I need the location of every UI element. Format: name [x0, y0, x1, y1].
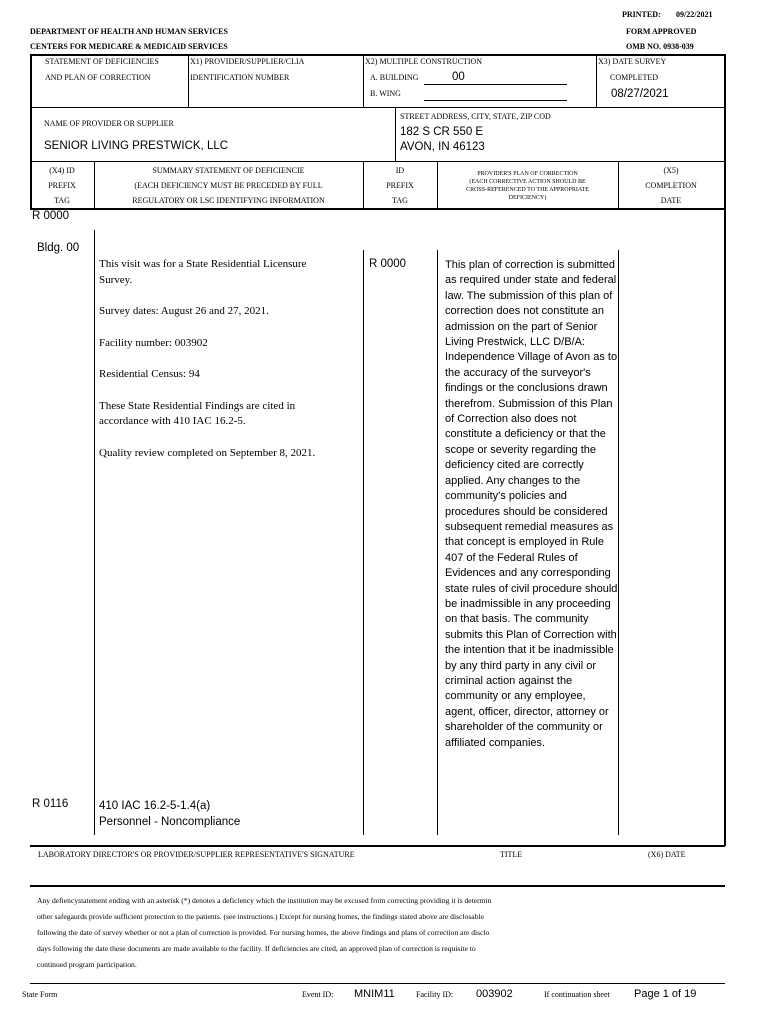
summary-paragraph: These State Residential Findings are cited in accordance with 410 IAC 16.2-5. — [99, 399, 296, 427]
summary-paragraph: Quality review completed on September 8, 2021. — [99, 446, 316, 459]
x3-label-1: X3) DATE SURVEY — [598, 57, 667, 66]
form-approved: FORM APPROVED — [626, 27, 697, 36]
right-border — [724, 54, 726, 846]
divider-x3 — [596, 54, 597, 108]
b-wing-label: B. WING — [370, 89, 401, 98]
title-label: TITLE — [500, 850, 523, 859]
disclaimer-line: other safegaurds provide sufficient protection to the patients. (see instructions.) Except for nursing homes, the findings stated above are disclosable — [37, 912, 484, 921]
building-underline — [424, 84, 567, 85]
r0116-title: Personnel - Noncompliance — [99, 816, 241, 828]
summary-header-2: (EACH DEFICIENCY MUST BE PRECEDED BY FULL — [134, 181, 323, 190]
x1-label-1: X1) PROVIDER/SUPPLIER/CLIA — [190, 57, 305, 66]
address-label: STREET ADDRESS, CITY, STATE, ZIP COD — [400, 112, 551, 121]
id-header-2: PREFIX — [386, 181, 414, 190]
row-rule-1 — [30, 107, 725, 108]
disclaimer-line: Any defiencystatement ending with an asterisk (*) denotes a deficiency which the institution may be excused from correcting providing it is determin — [37, 896, 492, 905]
a-building-label: A. BUILDING — [370, 73, 419, 82]
summary-statement — [99, 257, 329, 477]
provider-name-label: NAME OF PROVIDER OR SUPPLIER — [44, 119, 174, 128]
footer-rule — [30, 983, 725, 984]
disclaimer-line: days following the date these documents are made available to the facility. If deficiencies are cited, an approved plan of correction is requisite to — [37, 944, 476, 953]
statement-label-1: STATEMENT OF DEFICIENCIES — [45, 57, 159, 66]
x2-label: X2) MULTIPLE CONSTRUCTION — [365, 57, 483, 66]
divider-x2 — [363, 54, 364, 108]
summary-paragraph: Facility number: 003902 — [99, 336, 208, 349]
divider-address — [395, 107, 396, 161]
plan-header-4: DEFICIENCY) — [508, 195, 547, 201]
centers-title: CENTERS FOR MEDICARE & MEDICAID SERVICES — [30, 42, 228, 51]
facility-id: 003902 — [476, 988, 513, 1000]
r0116-regulation: 410 IAC 16.2-5-1.4(a) — [99, 800, 211, 812]
continuation-label: If continuation sheet — [544, 990, 610, 999]
event-id: MNIM11 — [354, 988, 395, 1000]
wing-underline — [424, 100, 567, 101]
building-value: 00 — [452, 71, 465, 83]
signature-label: LABORATORY DIRECTOR'S OR PROVIDER/SUPPLIER REPRESENTATIVE'S SIGNATURE — [38, 850, 355, 859]
x1-label-2: IDENTIFICATION NUMBER — [190, 73, 290, 82]
row-rule-2 — [30, 161, 725, 162]
date-label: (X6) DATE — [648, 850, 686, 859]
col-divider-2 — [363, 250, 364, 835]
tag-r0000-left: R 0000 — [32, 210, 70, 222]
id-header-1: ID — [395, 166, 405, 175]
plan-of-correction-text: This plan of correction is submitted as required under state and federal law. The submission of this plan of correction does not constitute an admission on the part of Senior Living Prestwick, LLC D/B/A: Independence Village of Avon as to the accuracy of the surveyor's findings or the conclusions drawn therefrom. Submission of this Plan of Correction also does not constitute a deficiency or that the scope or severity regarding the deficiency cited are correctly applied. Any changes to the community's policies and procedures should be considered subsequent remedial measures as that concept is employed in Rule 407 of the Federal Rules of Evidences and any corresponding state rules of civil procedure should be inadmissible in any proceeding on that basis. The community submits this Plan of Correction with the intention that it be inadmissible by any third party in any civil or criminal action against the community or any employee, agent, officer, director, attorney or shareholder of the community or affiliated companies. — [445, 259, 618, 749]
x4-header-1: (X4) ID — [49, 166, 75, 175]
disclaimer-line: continued program participation. — [37, 960, 137, 969]
summary-paragraph: Survey dates: August 26 and 27, 2021. — [99, 305, 269, 317]
disclaimer-line: following the date of survey whether or not a plan of correction is provided. For nursing homes, the above findings and plans of correction are disclo — [37, 928, 490, 937]
printed-date: 09/22/2021 — [676, 10, 713, 19]
department-title: DEPARTMENT OF HEALTH AND HUMAN SERVICES — [30, 27, 228, 36]
summary-paragraph: Residential Census: 94 — [99, 368, 200, 380]
plan-header-2: (EACH CORRECTIVE ACTION SHOULD BE — [469, 179, 586, 185]
facility-id-label: Facility ID: — [416, 990, 454, 999]
building-label: Bldg. 00 — [37, 242, 80, 254]
x5-header-1: (X5) — [663, 166, 679, 175]
address-line-1: 182 S CR 550 E — [400, 126, 484, 138]
state-form-label: State Form — [22, 990, 58, 999]
plan-header-3: CROSS-REFERENCED TO THE APPROPRIATE — [466, 187, 589, 193]
x5-header-3: DATE — [660, 196, 682, 205]
plan-header-1: PROVIDER'S PLAN OF CORRECTION — [477, 171, 578, 177]
tag-r0116: R 0116 — [32, 798, 69, 810]
summary-header-3: REGULATORY OR LSC IDENTIFYING INFORMATION — [132, 196, 325, 205]
omb-number: OMB NO. 0938-039 — [626, 42, 694, 51]
address-line-2: AVON, IN 46123 — [400, 141, 485, 153]
summary-paragraph: This visit was for a State Residential Licensure Survey. — [99, 258, 307, 286]
provider-name: SENIOR LIVING PRESTWICK, LLC — [44, 140, 229, 152]
event-id-label: Event ID: — [302, 990, 334, 999]
signature-rule-bottom — [30, 885, 725, 887]
page-number: Page 1 of 19 — [634, 988, 697, 1000]
plan-tag-r0000: R 0000 — [369, 258, 407, 270]
printed-label: PRINTED: — [622, 10, 661, 19]
signature-rule-top — [30, 845, 725, 847]
col-divider-3 — [437, 250, 438, 835]
top-rule — [30, 54, 725, 56]
id-header-3: TAG — [392, 196, 408, 205]
x4-header-2: PREFIX — [48, 181, 76, 190]
divider-x1 — [188, 54, 189, 108]
col-divider-1 — [94, 230, 95, 835]
disclaimer — [37, 893, 722, 973]
x4-header-3: TAG — [54, 196, 70, 205]
summary-header-1: SUMMARY STATEMENT OF DEFICIENCIE — [152, 166, 305, 175]
header-rule-bottom — [30, 208, 725, 210]
date-completed: 08/27/2021 — [611, 88, 669, 100]
statement-label-2: AND PLAN OF CORRECTION — [45, 73, 151, 82]
x5-header-2: COMPLETION — [645, 181, 697, 190]
x3-label-2: COMPLETED — [610, 73, 658, 82]
